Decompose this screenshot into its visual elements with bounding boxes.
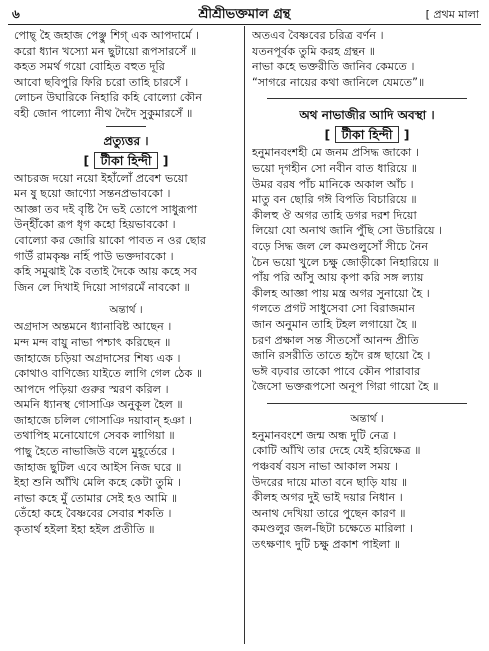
verse-line: বোল্যো কর জোরি য়াকো পাবত ন ওর ছোর xyxy=(14,233,206,247)
verse-line: উমর বরষ পাঁচ মানিকে অকাল আঁচ । xyxy=(252,177,414,191)
verse-line: পোছ্‌ হৈ জহাজ পেঞ্ছু শিগ্‌ এক আপদার্মে । xyxy=(14,29,200,42)
right-section-title: অথ নাভাজীর আদি অবস্থা । xyxy=(299,108,435,123)
left-tika-verse xyxy=(14,171,238,296)
verse-line: কহত সমর্থ গয়ো বোহিত বহুত দূরি xyxy=(14,60,165,74)
verse-line: নাভা কহে ভক্তরীতি জানিব কেমতে । xyxy=(252,60,415,74)
verse-line: চরণ প্রক্ষাল সন্ত সীতসোঁ আনন্দ প্রীতি xyxy=(252,333,419,347)
verse-line: নাভা কহে মুঁ তোমার সেই হও আমি ॥ xyxy=(14,491,178,505)
verse-line: “সাগরে নায়ের কথা জানিলে যেমতে”॥ xyxy=(252,75,425,89)
verse-line: কোটি আঁখি তার দেহে যেই হরিক্ষেত্র ॥ xyxy=(252,444,421,458)
verse-line: ইহা শুনি আঁখি মেলি কহে কেটা তুমি । xyxy=(14,476,181,490)
verse-line: লোচন উঘারিকে নিহারি কহি বোল্যো কৌন xyxy=(14,91,202,105)
verse-line: করো ধ্যান খস্যো মন ছুটায়ো রূপসারসেঁ ॥ xyxy=(14,44,197,58)
verse-line: জান অনুমান তাহি টহল লগায়ো হৈ ॥ xyxy=(252,317,417,331)
verse-line: জৈসো ভক্তরূপসো অনূপ গিরা গায়ো হৈ ॥ xyxy=(252,380,439,394)
verse-line: অমনি ধ্যানস্থ গোসাঞি অনুকূল হৈল ॥ xyxy=(14,398,183,412)
verse-line: তৎক্ষণাৎ দুটি চক্ষু প্রকাশ পাইলা ॥ xyxy=(252,538,401,552)
page-header xyxy=(8,4,481,25)
verse-line: হনুমানবংশহী মে জনম প্রসিদ্ধ জাকো । xyxy=(252,146,419,160)
verse-line: পাঁয় পরি আঁসু আয় কৃপা করি সঙ্গ ল্যায় xyxy=(252,271,424,285)
verse-line: তথাপিহ মনোযোগে সেবক লাগিয়া ॥ xyxy=(14,429,175,443)
verse-line: গলতে প্রগট সাধুসেবা সো বিরাজমান xyxy=(252,302,415,316)
verse-line: যতনপূর্বক তুমি করহ গ্রন্থন ॥ xyxy=(252,44,376,58)
verse-line: বহী জোন পাল্যো নীথ দৈদৈ সুকুমারসেঁ ॥ xyxy=(14,106,193,120)
section-divider xyxy=(267,403,467,404)
verse-line: উন্হীঁকো রূপ ধৃগ কহো হিয়ভাবকো । xyxy=(14,218,176,232)
book-title: শ্রীশ্রীভক্তমাল গ্রন্থ xyxy=(198,7,291,22)
verse-line: তেঁহো কহে বৈষ্ণবের সেবার শকতি । xyxy=(14,507,172,521)
verse-line: কীলহ অগর দুই ভাই দয়ার নিধান । xyxy=(252,491,403,505)
left-column xyxy=(14,28,238,538)
verse-line: অগ্রদাস অন্তমনে ধ্যানাবিষ্ট আছেন । xyxy=(14,320,172,334)
verse-line: জিন লে দিখাই দিয়ো সাগরমেঁ নাবকো ॥ xyxy=(14,280,190,294)
left-top-verse xyxy=(14,28,238,122)
verse-line: লিয়ো যো অনাথ জানি পুঁছি সো উচারিয়ে । xyxy=(252,224,443,238)
verse-line: গাউঁ রামকৃষ্ণ নহিঁ পাউ ভক্তদাবকো । xyxy=(14,249,174,263)
verse-line: পাছু হৈতে নাভাজিউ বলে মুহূর্তেরে । xyxy=(14,445,175,459)
verse-line: জানি রসরীতি তাতে হৃদৈ রঙ্গ ছায়ো হৈ । xyxy=(252,349,431,363)
verse-line: মাতু বন ছোরি গঈ বিপতি বিচারিয়ে ॥ xyxy=(252,193,417,207)
verse-line: জাহাজে চড়িয়া অগ্রদাসের শিষ্য এক । xyxy=(14,351,181,365)
column-divider xyxy=(244,26,245,644)
verse-line: হনুমানবংশে জন্ম অন্ধ দুটি নেত্র । xyxy=(252,428,397,442)
right-column xyxy=(252,28,482,553)
verse-line: কোথাও বাণিজ্যে যাইতে লাগি গেল ঠেক ॥ xyxy=(14,367,203,381)
verse-line: পঞ্চবর্ষ বয়স নাভা আকাল সময় । xyxy=(252,460,398,474)
verse-line: মন্দ মন্দ বায়ু নাভা পশ্চাৎ করিছেন ॥ xyxy=(14,335,171,349)
verse-line: কীলহু ঔ অগর তাহি ডগর দরশ দিয়ো xyxy=(252,208,417,222)
verse-line: উদরের দায়ে মাতা বনে ছাড়ি যায় ॥ xyxy=(252,475,408,489)
right-top-verse xyxy=(252,28,482,90)
verse-line: মন ষু ছয়ো জাণ্যো সন্তনপ্রভাবকো । xyxy=(14,187,171,201)
section-label: [ প্রথম মালা xyxy=(425,8,479,21)
verse-line: কমণ্ডলুর জল-ছিটা চক্ষেতে মারিলা । xyxy=(252,522,413,536)
verse-line: চৈন ভয়ো খুলে চক্ষু জোড়ীকো নিহারিয়ে ॥ xyxy=(252,255,439,269)
verse-line: কহি সমুঝাই কৈ বতাই দৈকে আয় কহে সব xyxy=(14,265,198,279)
verse-line: আপদে পড়িয়া গুরুর স্মরণ করিল । xyxy=(14,382,169,396)
verse-line: কীলহ আজ্ঞা পায় মন্ত্র অগর সুনায়ো হৈ । xyxy=(252,286,430,300)
left-section-title: প্রত্যুত্তর । xyxy=(103,133,149,148)
verse-line: বড়ে সিদ্ধ জল লে কমণ্ডলুসোঁ সীচে নৈন xyxy=(252,239,429,253)
verse-line: আবো ছবিপুরি ফিরি চরো তাহি চারসেঁ । xyxy=(14,75,189,89)
verse-line: অতএব বৈষ্ণবের চরিত্র বর্ণন । xyxy=(252,29,384,42)
left-ortho-verse xyxy=(14,319,238,537)
verse-line: ভঈ বঢ়বার তাকো পাবে কৌন পারাবার xyxy=(252,364,421,378)
right-tika-heading: [ টীকা হিন্দী ] xyxy=(324,127,410,143)
verse-line: আচরজ দয়ো নয়ো ইহাঁলোঁ প্রবেশ ভয়ো xyxy=(14,171,188,185)
right-tika-label: টীকা হিন্দী xyxy=(335,126,400,143)
page-number: ৬ xyxy=(12,7,20,21)
right-ortho-verse xyxy=(252,428,482,553)
verse-line: আজ্ঞা তব দই বৃষ্টি দৈ ভই তোপে সাধুরূপা xyxy=(14,202,198,216)
left-tika-label: টীকা হিন্দী xyxy=(94,152,159,169)
verse-line: জাহাজ ছুটিল এবে আইস নিজ ঘরে ॥ xyxy=(14,460,182,474)
section-divider xyxy=(267,98,467,99)
right-tika-verse xyxy=(252,145,482,395)
verse-line: কৃতার্থ হইলা ইহা হইল প্রতীতি ॥ xyxy=(14,523,155,537)
verse-line: ভয়ো দৃগহীন সো নবীন বাত ধারিয়ে ॥ xyxy=(252,161,418,175)
verse-line: অনাথ দেখিয়া তারে পুছেন কারণ ॥ xyxy=(252,506,406,520)
verse-line: জাহাজে চলিল গোসাঞি দয়াবান্ হঞা । xyxy=(14,413,193,427)
left-tika-heading: [ টীকা হিন্দী ] xyxy=(83,152,169,168)
left-ortho-label: অন্তার্থ । xyxy=(109,304,143,317)
verse-divider xyxy=(106,126,146,127)
right-ortho-label: অন্তার্থ । xyxy=(350,412,384,425)
